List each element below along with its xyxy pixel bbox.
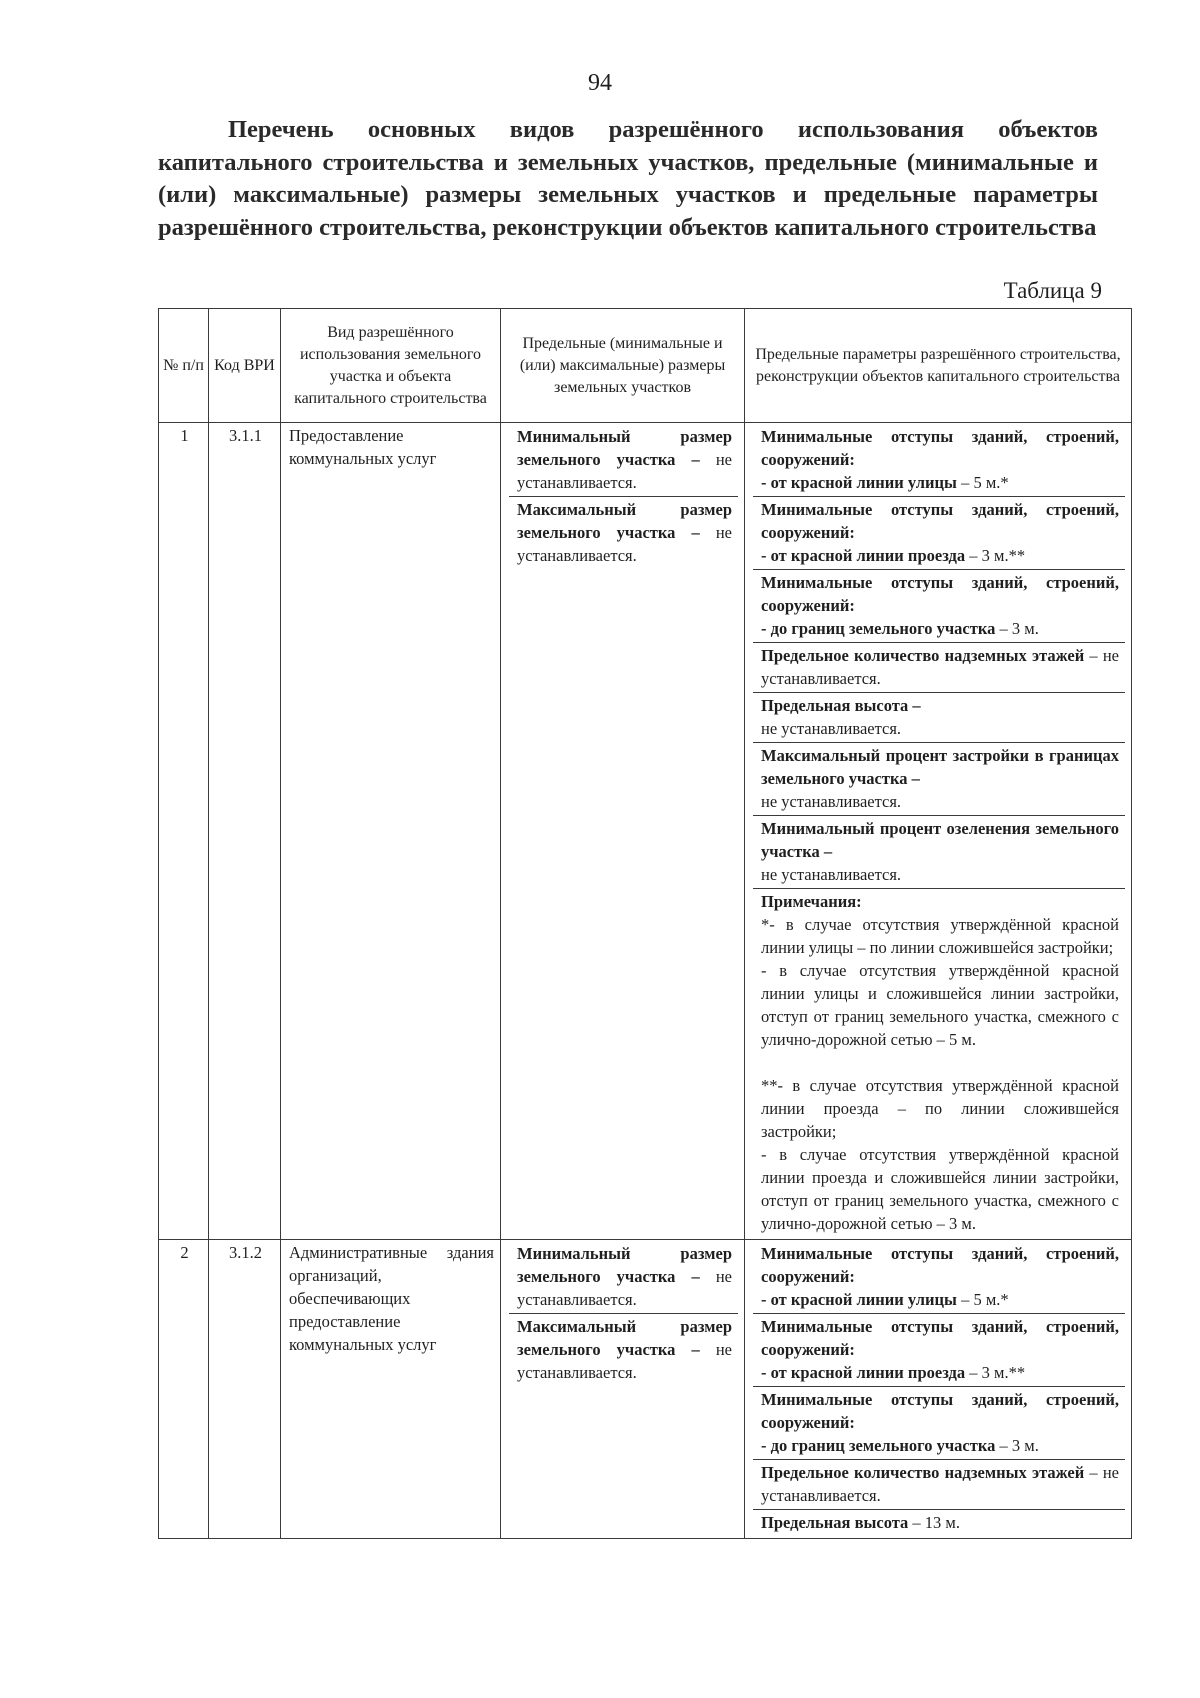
param-item-value: – 3 м. <box>999 1436 1039 1455</box>
param-item-value: – не устанавливается. <box>761 646 1119 688</box>
param-item-sublabel: - от красной линии проезда <box>761 1363 966 1382</box>
row-number: 2 <box>159 1240 209 1539</box>
param-item <box>753 1241 1125 1314</box>
param-item-label: Минимальные отступы зданий, строений, сооружений: <box>761 1390 1119 1432</box>
param-item <box>753 1314 1125 1387</box>
param-item <box>753 1510 1125 1536</box>
param-item <box>753 743 1125 816</box>
param-item-sublabel: - от красной линии проезда <box>761 546 966 565</box>
param-item-label: Минимальные отступы зданий, строений, сооружений: <box>761 573 1119 615</box>
notes <box>753 889 1125 1237</box>
param-item-sublabel: - до границ земельного участка <box>761 619 996 638</box>
param-item <box>753 1387 1125 1460</box>
param-item <box>753 643 1125 693</box>
param-item-label: Предельное количество надземных этажей <box>761 646 1085 665</box>
header-sizes: Предельные (минимальные и (или) максимальные) размеры земельных участков <box>501 309 745 423</box>
param-item-label: Предельное количество надземных этажей <box>761 1463 1085 1482</box>
row-code: 3.1.1 <box>209 423 281 1240</box>
row-params <box>745 1240 1132 1539</box>
size-item <box>509 1241 738 1314</box>
row-type: Административные здания организаций, обеспечивающих предоставление коммунальных услуг <box>281 1240 501 1539</box>
param-item-sublabel: - от красной линии улицы <box>761 1290 957 1309</box>
param-item-label: Предельная высота <box>761 1513 909 1532</box>
param-item-value: – 3 м. <box>999 619 1039 638</box>
note-paragraph: - в случае отсутствия утверждённой красной линии проезда и сложившейся линии застройки, отступ от границ земельного участка, смежного с улично-дорожной сетью – 3 м. <box>761 1145 1119 1233</box>
document-title: Перечень основных видов разрешённого использования объектов капитального строительства и земельных участков, предельные (минимальные и (или) максимальные) размеры земельных участков и предельные параметры разрешённого строительства, реконструкции объектов капитального строительства <box>158 116 1098 241</box>
row-type: Предоставление коммунальных услуг <box>281 423 501 1240</box>
size-item-value: не устанавливается. <box>517 450 732 492</box>
param-item-label: Минимальные отступы зданий, строений, сооружений: <box>761 427 1119 469</box>
param-item-label: Минимальный процент озеленения земельного участка – <box>761 819 1119 861</box>
param-item-value: – 3 м.** <box>969 1363 1026 1382</box>
param-item <box>753 816 1125 889</box>
param-item-value: – 13 м. <box>912 1513 960 1532</box>
param-item-value: – 3 м.** <box>969 546 1026 565</box>
note-paragraph: **- в случае отсутствия утверждённой красной линии проезда – по линии сложившейся застройки; <box>761 1076 1119 1141</box>
header-params: Предельные параметры разрешённого строительства, реконструкции объектов капитального строительства <box>745 309 1132 423</box>
param-item-label: Максимальный процент застройки в границах земельного участка – <box>761 746 1119 788</box>
header-num: № п/п <box>159 309 209 423</box>
row-params <box>745 423 1132 1240</box>
param-item <box>753 570 1125 643</box>
table-label: Таблица 9 <box>1003 278 1102 303</box>
size-item-label: Максимальный размер земельного участка – <box>517 500 732 542</box>
param-item <box>753 1460 1125 1510</box>
param-item-value: не устанавливается. <box>761 719 902 738</box>
table-row <box>159 423 1132 1240</box>
param-item-label: Минимальные отступы зданий, строений, сооружений: <box>761 500 1119 542</box>
param-item-sublabel: - до границ земельного участка <box>761 1436 996 1455</box>
param-item-value: – 5 м.* <box>961 473 1009 492</box>
table-row <box>159 1240 1132 1539</box>
param-item-value: не устанавливается. <box>761 865 902 884</box>
size-item <box>509 497 738 569</box>
row-code: 3.1.2 <box>209 1240 281 1539</box>
param-item-value: – 5 м.* <box>961 1290 1009 1309</box>
table-header-row <box>159 309 1132 423</box>
row-sizes <box>501 423 745 1240</box>
note-paragraph: - в случае отсутствия утверждённой красной линии улицы и сложившейся линии застройки, отступ от границ земельного участка, смежного с улично-дорожной сетью – 5 м. <box>761 961 1119 1049</box>
header-type: Вид разрешённого использования земельного участка и объекта капитального строительства <box>281 309 501 423</box>
param-item-value: не устанавливается. <box>761 792 902 811</box>
param-item-value: – не устанавливается. <box>761 1463 1119 1505</box>
note-paragraph: *- в случае отсутствия утверждённой красной линии улицы – по линии сложившейся застройки; <box>761 915 1119 957</box>
size-item-label: Минимальный размер земельного участка – <box>517 427 732 469</box>
param-item-sublabel: - от красной линии улицы <box>761 473 957 492</box>
size-item-label: Минимальный размер земельного участка – <box>517 1244 732 1286</box>
size-item <box>509 1314 738 1386</box>
row-sizes <box>501 1240 745 1539</box>
notes-title: Примечания: <box>761 892 862 911</box>
row-number: 1 <box>159 423 209 1240</box>
param-item-label: Минимальные отступы зданий, строений, сооружений: <box>761 1244 1119 1286</box>
size-item-value: не устанавливается. <box>517 1340 732 1382</box>
size-item <box>509 424 738 497</box>
page-number: 94 <box>588 70 612 96</box>
param-item <box>753 424 1125 497</box>
size-item-value: не устанавливается. <box>517 523 732 565</box>
param-item <box>753 497 1125 570</box>
param-item-label: Предельная высота – <box>761 696 921 715</box>
size-item-label: Максимальный размер земельного участка – <box>517 1317 732 1359</box>
param-item-label: Минимальные отступы зданий, строений, сооружений: <box>761 1317 1119 1359</box>
regulations-table <box>158 308 1132 1539</box>
size-item-value: не устанавливается. <box>517 1267 732 1309</box>
note-spacer <box>761 1051 1119 1074</box>
param-item <box>753 693 1125 743</box>
header-code: Код ВРИ <box>209 309 281 423</box>
